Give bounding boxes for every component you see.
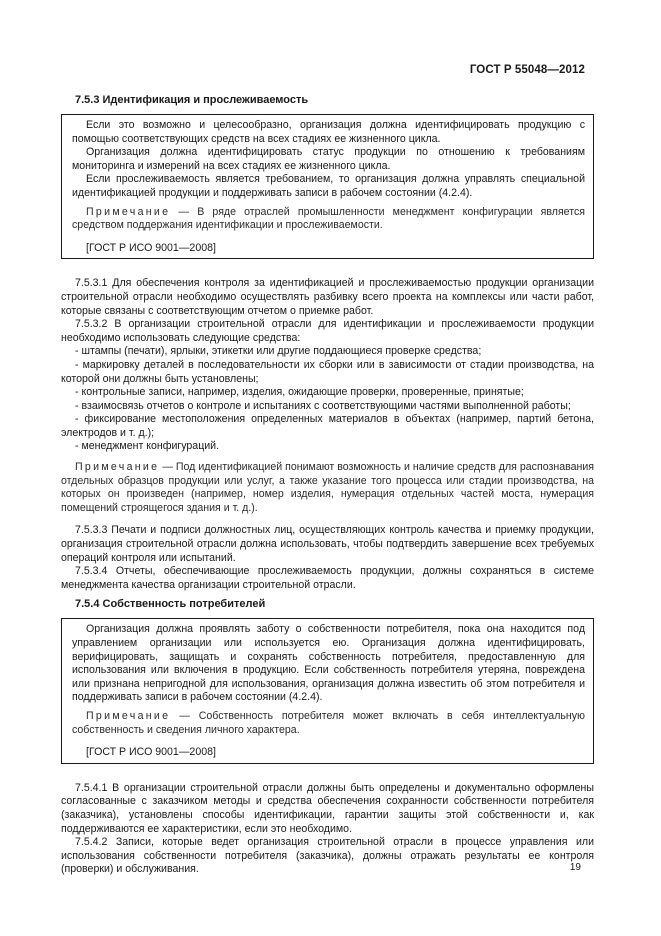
paragraph-7-5-3-4: 7.5.3.4 Отчеты, обеспечивающие прослеживаемость продукции, должны сохраняться в системе менеджмента качества организации строительной отрасли. <box>61 565 594 591</box>
identification-means-list <box>61 345 594 454</box>
note-text: — Под идентификацией понимают возможность и наличие средств для распознавания отдельных образцов продукции или услуг, а также указание того процесса или стадии производства, на которых он произведен (например, номер изделия, нумерация отдельных частей моста, нумерация помещений строящегося здания и т. д.). <box>61 461 594 514</box>
page-content <box>61 94 594 877</box>
note-text: — В ряде отраслей промышленности менеджмент конфигурации является средством поддержания идентификации и прослеживаемости. <box>72 205 585 232</box>
list-item: - взаимосвязь отчетов о контроле и испытаниях с соответствующими частями выполненной работы; <box>75 399 571 412</box>
paragraph-7-5-3-3: 7.5.3.3 Печати и подписи должностных лиц, осуществляющих контроль качества и приемку продукции, организация строительной отрасли должна использовать, чтобы подтвердить завершение всех требуемых операций контроля или испытаний. <box>61 524 594 564</box>
section-title-7-5-4: 7.5.4 Собственность потребителей <box>75 598 266 611</box>
note-label: Примечание <box>75 461 160 474</box>
paragraph-7-5-3-2: 7.5.3.2 В организации строительной отрасли для идентификации и прослеживаемости продукции необходимо использовать следующие средства: <box>61 318 594 344</box>
quoted-standard-box-7-5-3 <box>61 114 594 259</box>
box-paragraph-2: Организация должна идентифицировать статус продукции по отношению к требованиям мониторинга и измерений на всех стадиях ее жизненного цикла. <box>72 146 585 172</box>
list-item: - фиксирование местоположения определенных материалов в объектах (например, партий бетона, электродов и т. д.); <box>61 413 594 439</box>
box-note <box>72 710 585 737</box>
list-item: - маркировку деталей в последовательности их сборки или в зависимости от стадии производства, на которой они должны быть установлены; <box>61 358 594 385</box>
box-paragraph-3: Если прослеживаемость является требованием, то организация должна управлять специальной идентификацией продукции и поддерживать записи в рабочем состоянии (4.2.4). <box>72 173 585 199</box>
section-title-7-5-3: 7.5.3 Идентификация и прослеживаемость <box>75 94 309 106</box>
list-item: - контрольные записи, например, изделия, ожидающие проверки, проверенные, принятые; <box>75 386 524 399</box>
document-header: ГОСТ Р 55048—2012 <box>469 64 585 76</box>
standard-reference: [ГОСТ Р ИСО 9001—2008] <box>86 241 216 254</box>
box-paragraph-1: Если это возможно и целесообразно, организация должна идентифицировать продукцию с помощью соответствующих средств на всех стадиях ее жизненного цикла. <box>72 119 585 145</box>
quoted-standard-box-7-5-4 <box>61 618 594 763</box>
note-label: Примечание <box>86 205 171 218</box>
box-note <box>72 206 585 233</box>
list-item: - штампы (печати), ярлыки, этикетки или другие поддающиеся проверке средства; <box>75 345 482 358</box>
note-text: — Собственность потребителя может включать в себя интеллектуальную собственность и сведения личного характера. <box>72 709 585 736</box>
paragraph-7-5-3-1: 7.5.3.1 Для обеспечения контроля за идентификацией и прослеживаемостью продукции организации строительной отрасли необходимо осуществлять разбивку всего проекта на комплексы или части работ, которые связаны с соответствующим отчетом о приемке работ. <box>61 277 594 317</box>
paragraph-7-5-4-2: 7.5.4.2 Записи, которые ведет организация строительной отрасли в процессе управления или использования собственности потребителя (заказчика), должны отражать результаты ее контроля (проверки) и обслуживания. <box>61 836 594 876</box>
note-label: Примечание <box>86 709 171 722</box>
paragraph-7-5-4-1: 7.5.4.1 В организации строительной отрасли должны быть определены и документально оформлены согласованные с заказчиком методы и средства обеспечения сохранности собственности потребителя (заказчика), установлены способы идентификации, гарантии защиты этой собственности и, как поддерживаются ее характеристики, если это необходимо. <box>61 781 594 835</box>
identification-note <box>61 461 594 515</box>
list-item: - менеджмент конфигураций. <box>75 440 220 453</box>
box-paragraph-1: Организация должна проявлять заботу о собственности потребителя, пока она находится под управлением организации или используется ею. Организация должна идентифицировать, верифицировать, защищать и сохранять собственность потребителя, предоставленную для использования или включения в продукцию. Если собственность потребителя утеряна, повреждена или признана непригодной для использования, организация должна известить об этом потребителя и поддерживать записи в рабочем состоянии (4.2.4). <box>72 623 585 704</box>
standard-reference: [ГОСТ Р ИСО 9001—2008] <box>86 746 216 759</box>
page-number: 19 <box>569 862 581 873</box>
